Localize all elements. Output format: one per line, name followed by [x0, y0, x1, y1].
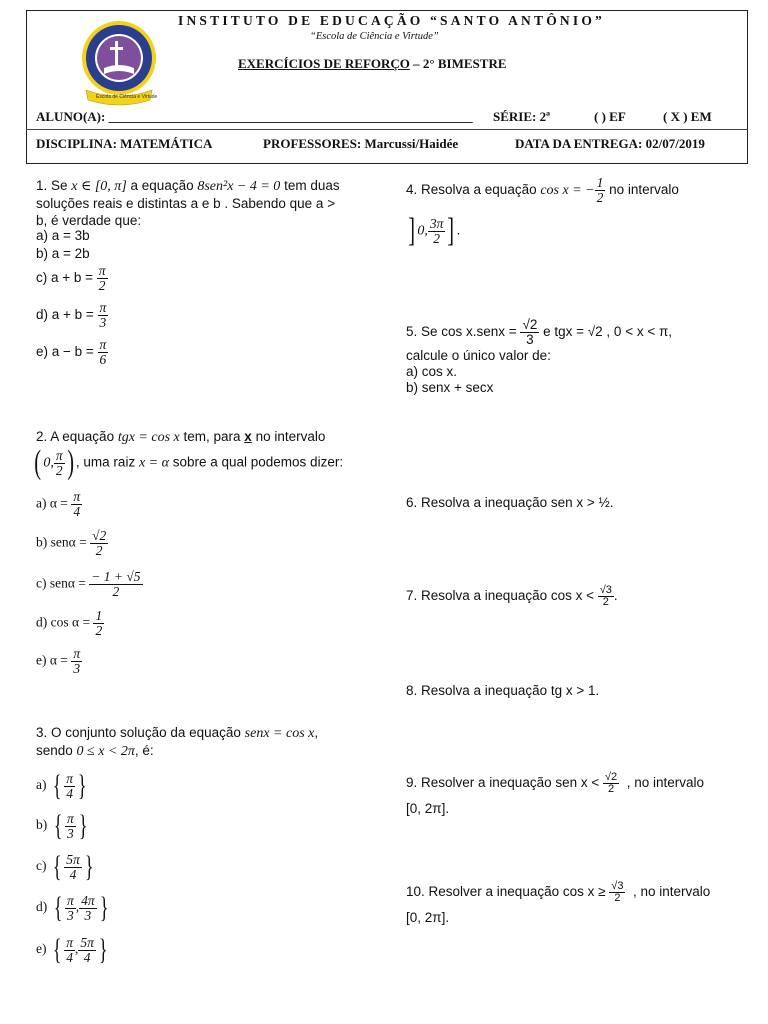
denominator: 3 — [84, 907, 92, 923]
question-9 — [406, 772, 704, 795]
question-3-line2 — [36, 742, 154, 760]
question-2 — [36, 428, 325, 446]
brace-open: { — [52, 769, 62, 802]
fraction — [90, 529, 108, 558]
denominator: 3 — [67, 825, 74, 841]
numerator: π — [66, 934, 74, 950]
option-label: d) a + b = — [36, 307, 98, 323]
q1-option-c — [36, 264, 108, 293]
option-label: b) — [36, 817, 48, 833]
fraction — [65, 812, 76, 841]
option-label: d) — [36, 899, 48, 915]
numerator: − 1 + √5 — [91, 569, 141, 584]
denominator: 4 — [66, 785, 74, 801]
denominator: 4 — [83, 949, 91, 965]
numerator: π — [67, 892, 74, 908]
numerator: π — [99, 300, 107, 315]
fraction — [603, 772, 619, 795]
q1-text-line2: soluções reais e distintas a e b . Sabendo que a > — [36, 196, 336, 211]
option-label: e) — [36, 941, 47, 957]
denominator: 2 — [433, 230, 440, 246]
q5-text: e tgx = √2 , 0 < x < π, — [539, 324, 673, 340]
numerator: 3π — [429, 215, 444, 231]
fraction — [595, 176, 606, 205]
question-1 — [36, 177, 370, 229]
q3-option-e — [36, 935, 110, 965]
denominator: 3 — [99, 315, 107, 330]
discipline-label: DISCIPLINA: MATEMÁTICA — [36, 136, 213, 151]
q5-option-b: b) senx + secx — [406, 380, 494, 395]
numerator: √3 — [599, 584, 612, 596]
q3-text: , — [314, 725, 319, 740]
q3-option-a — [36, 771, 89, 801]
q1-option-d — [36, 301, 108, 330]
fraction — [93, 609, 104, 638]
option-label: c) — [36, 858, 47, 874]
fraction — [609, 881, 625, 904]
denominator: 6 — [99, 352, 107, 367]
fraction — [98, 338, 109, 367]
due-date-label: DATA DA ENTREGA: 02/07/2019 — [515, 136, 705, 151]
q3-text: , é: — [134, 743, 154, 758]
question-7 — [406, 585, 618, 608]
fraction — [97, 264, 108, 293]
q4-text: no intervalo — [605, 182, 679, 198]
option-label: a) — [36, 777, 47, 793]
brace-close: } — [99, 891, 109, 924]
fraction — [54, 449, 65, 478]
question-8: 8. Resolva a inequação tg x > 1. — [406, 683, 600, 698]
denominator: 2 — [98, 278, 106, 293]
question-4 — [406, 176, 679, 205]
option-label: a) α = — [36, 495, 72, 511]
q9-text: 9. Resolver a inequação sen x < — [406, 775, 600, 791]
q1-text: a equação — [126, 178, 198, 193]
numerator: 1 — [95, 608, 103, 623]
denominator: 2 — [608, 783, 615, 795]
q2-text: sobre a qual podemos dizer: — [168, 454, 344, 470]
em-checkbox[interactable]: ( X ) EM — [663, 109, 712, 124]
numerator: 5π — [66, 851, 80, 867]
numerator: π — [99, 337, 107, 352]
numerator: √2 — [605, 771, 618, 783]
q2-text: , uma raiz — [75, 454, 139, 470]
numerator: 4π — [81, 892, 95, 908]
option-label: b) senα = — [36, 534, 91, 550]
professors-label: PROFESSORES: Marcussi/Haidée — [263, 136, 459, 151]
question-3 — [36, 724, 318, 742]
denominator: 2 — [614, 892, 621, 904]
option-label: c) a + b = — [36, 270, 97, 286]
question-10 — [406, 881, 710, 904]
denominator: 4 — [69, 866, 77, 882]
q1-option-b: b) a = 2b — [36, 246, 90, 261]
q4-interval-start: 0, — [417, 223, 428, 239]
option-label: e) a − b = — [36, 344, 98, 360]
paren-open: ( — [34, 444, 42, 481]
q7-text: . — [613, 588, 618, 604]
q10-line2: [0, 2π]. — [406, 910, 450, 925]
q1-option-a: a) a = 3b — [36, 228, 90, 243]
denominator: 4 — [66, 949, 74, 965]
fraction — [71, 647, 82, 676]
q10-text: , no intervalo — [632, 884, 711, 900]
brace-open: { — [53, 809, 63, 842]
numerator: π — [73, 646, 81, 661]
fraction — [78, 936, 96, 965]
denominator: 2 — [602, 596, 609, 608]
fraction — [89, 570, 142, 599]
q3-equation: senx = cos x — [244, 726, 315, 741]
q4-equation: cos x = − — [540, 183, 595, 199]
denominator: 2 — [55, 462, 63, 478]
q1-text-line3: b, é verdade que: — [36, 213, 142, 228]
q2-option-e — [36, 647, 82, 676]
q3-text: 3. O conjunto solução da equação — [36, 725, 245, 740]
q2-root: x = α — [138, 455, 169, 471]
paren-close: ) — [66, 444, 74, 481]
q2-option-d — [36, 609, 104, 638]
numerator: π — [73, 489, 81, 504]
q9-text: , no intervalo — [626, 775, 704, 791]
numerator: √2 — [522, 317, 538, 332]
institution-name: INSTITUTO DE EDUCAÇÃO “SANTO ANTÔNIO” — [178, 13, 605, 28]
brace-close: } — [98, 933, 108, 966]
q3-option-b — [36, 811, 90, 841]
q3-condition: 0 ≤ x < 2π — [76, 744, 135, 759]
exercise-title — [238, 56, 507, 72]
brace-close: } — [77, 769, 87, 802]
brace-open: { — [52, 933, 62, 966]
numerator: 5π — [80, 934, 94, 950]
q1-condition: x ∈ [0, π] — [71, 179, 127, 194]
numerator: π — [66, 770, 74, 786]
brace-open: { — [53, 891, 63, 924]
numerator: √3 — [611, 880, 624, 892]
denominator: 2 — [95, 623, 103, 638]
q2-option-c — [36, 570, 143, 599]
q3-option-c — [36, 852, 96, 882]
fraction — [98, 301, 109, 330]
fraction — [520, 318, 539, 347]
logo-banner-text: Escola de Ciência e Virtude — [96, 94, 158, 100]
denominator: 3 — [526, 332, 534, 347]
q10-text: 10. Resolver a inequação cos x ≥ — [406, 884, 606, 900]
brace-close: } — [78, 809, 88, 842]
school-motto: “Escola de Ciência e Virtude” — [310, 31, 439, 42]
q2-interval: 0, — [43, 455, 54, 471]
q4-interval: ] 0, $\frac{3\pi}{2}$ ] . — [408, 212, 461, 249]
q4-text: 4. Resolva a equação — [406, 182, 541, 198]
header-divider — [26, 129, 748, 130]
question-6: 6. Resolva a inequação sen x > ½. — [406, 495, 614, 510]
denominator: 2 — [112, 584, 120, 599]
q1-text: 1. Se — [36, 178, 72, 193]
denominator: 3 — [67, 907, 74, 923]
q3-text: sendo — [36, 743, 77, 758]
numerator: π — [55, 447, 63, 463]
option-label: c) senα = — [36, 575, 90, 591]
fraction — [64, 772, 75, 801]
fraction — [598, 585, 614, 608]
question-5 — [406, 318, 672, 347]
denominator: 3 — [73, 661, 81, 676]
q3-option-d — [36, 893, 111, 923]
q7-text: 7. Resolva a inequação cos x < — [406, 588, 594, 604]
bracket-open: ] — [408, 212, 416, 249]
exercise-title-period: – 2° BIMESTRE — [409, 56, 507, 71]
fraction — [64, 853, 82, 882]
ef-checkbox[interactable]: ( ) EF — [594, 109, 626, 124]
q2-text: 2. A equação — [36, 429, 118, 444]
denominator: 2 — [596, 190, 604, 205]
q2-bold-x: x — [244, 429, 252, 444]
q2-option-b — [36, 529, 108, 558]
q5-text: 5. Se cos x.senx = — [406, 324, 521, 340]
denominator: 2 — [95, 543, 103, 558]
numerator: π — [98, 263, 106, 278]
q2-interval-line — [32, 446, 343, 480]
q2-equation: tgx = cos x — [117, 430, 180, 445]
q1-option-e — [36, 338, 108, 367]
series-label: SÉRIE: 2ª — [493, 109, 550, 124]
separator: , — [75, 941, 79, 957]
brace-close: } — [84, 850, 94, 883]
numerator: 1 — [596, 175, 604, 190]
exercise-title-main: EXERCÍCIOS DE REFORÇO — [238, 56, 410, 71]
q2-option-a — [36, 490, 82, 519]
fraction — [64, 936, 75, 965]
numerator: π — [67, 810, 74, 826]
q5-line2: calcule o único valor de: — [406, 348, 551, 363]
q5-option-a: a) cos x. — [406, 364, 458, 379]
option-label: d) cos α = — [36, 614, 94, 630]
numerator: √2 — [92, 528, 107, 543]
separator: , — [75, 899, 80, 915]
denominator: 4 — [73, 504, 81, 519]
option-label: e) α = — [36, 652, 72, 668]
q2-text: no intervalo — [251, 429, 326, 444]
q2-text: tem, para — [179, 429, 245, 444]
q1-equation: 8sen²x − 4 = 0 — [197, 179, 281, 194]
q1-text: tem duas — [280, 178, 340, 193]
fraction — [428, 217, 446, 246]
fraction — [65, 894, 76, 923]
fraction — [79, 894, 97, 923]
fraction — [71, 490, 82, 519]
student-field[interactable]: ALUNO(A): ________________________________________________________ — [36, 109, 473, 124]
q9-line2: [0, 2π]. — [406, 801, 450, 816]
brace-open: { — [52, 850, 62, 883]
bracket-close: ] — [447, 212, 455, 249]
